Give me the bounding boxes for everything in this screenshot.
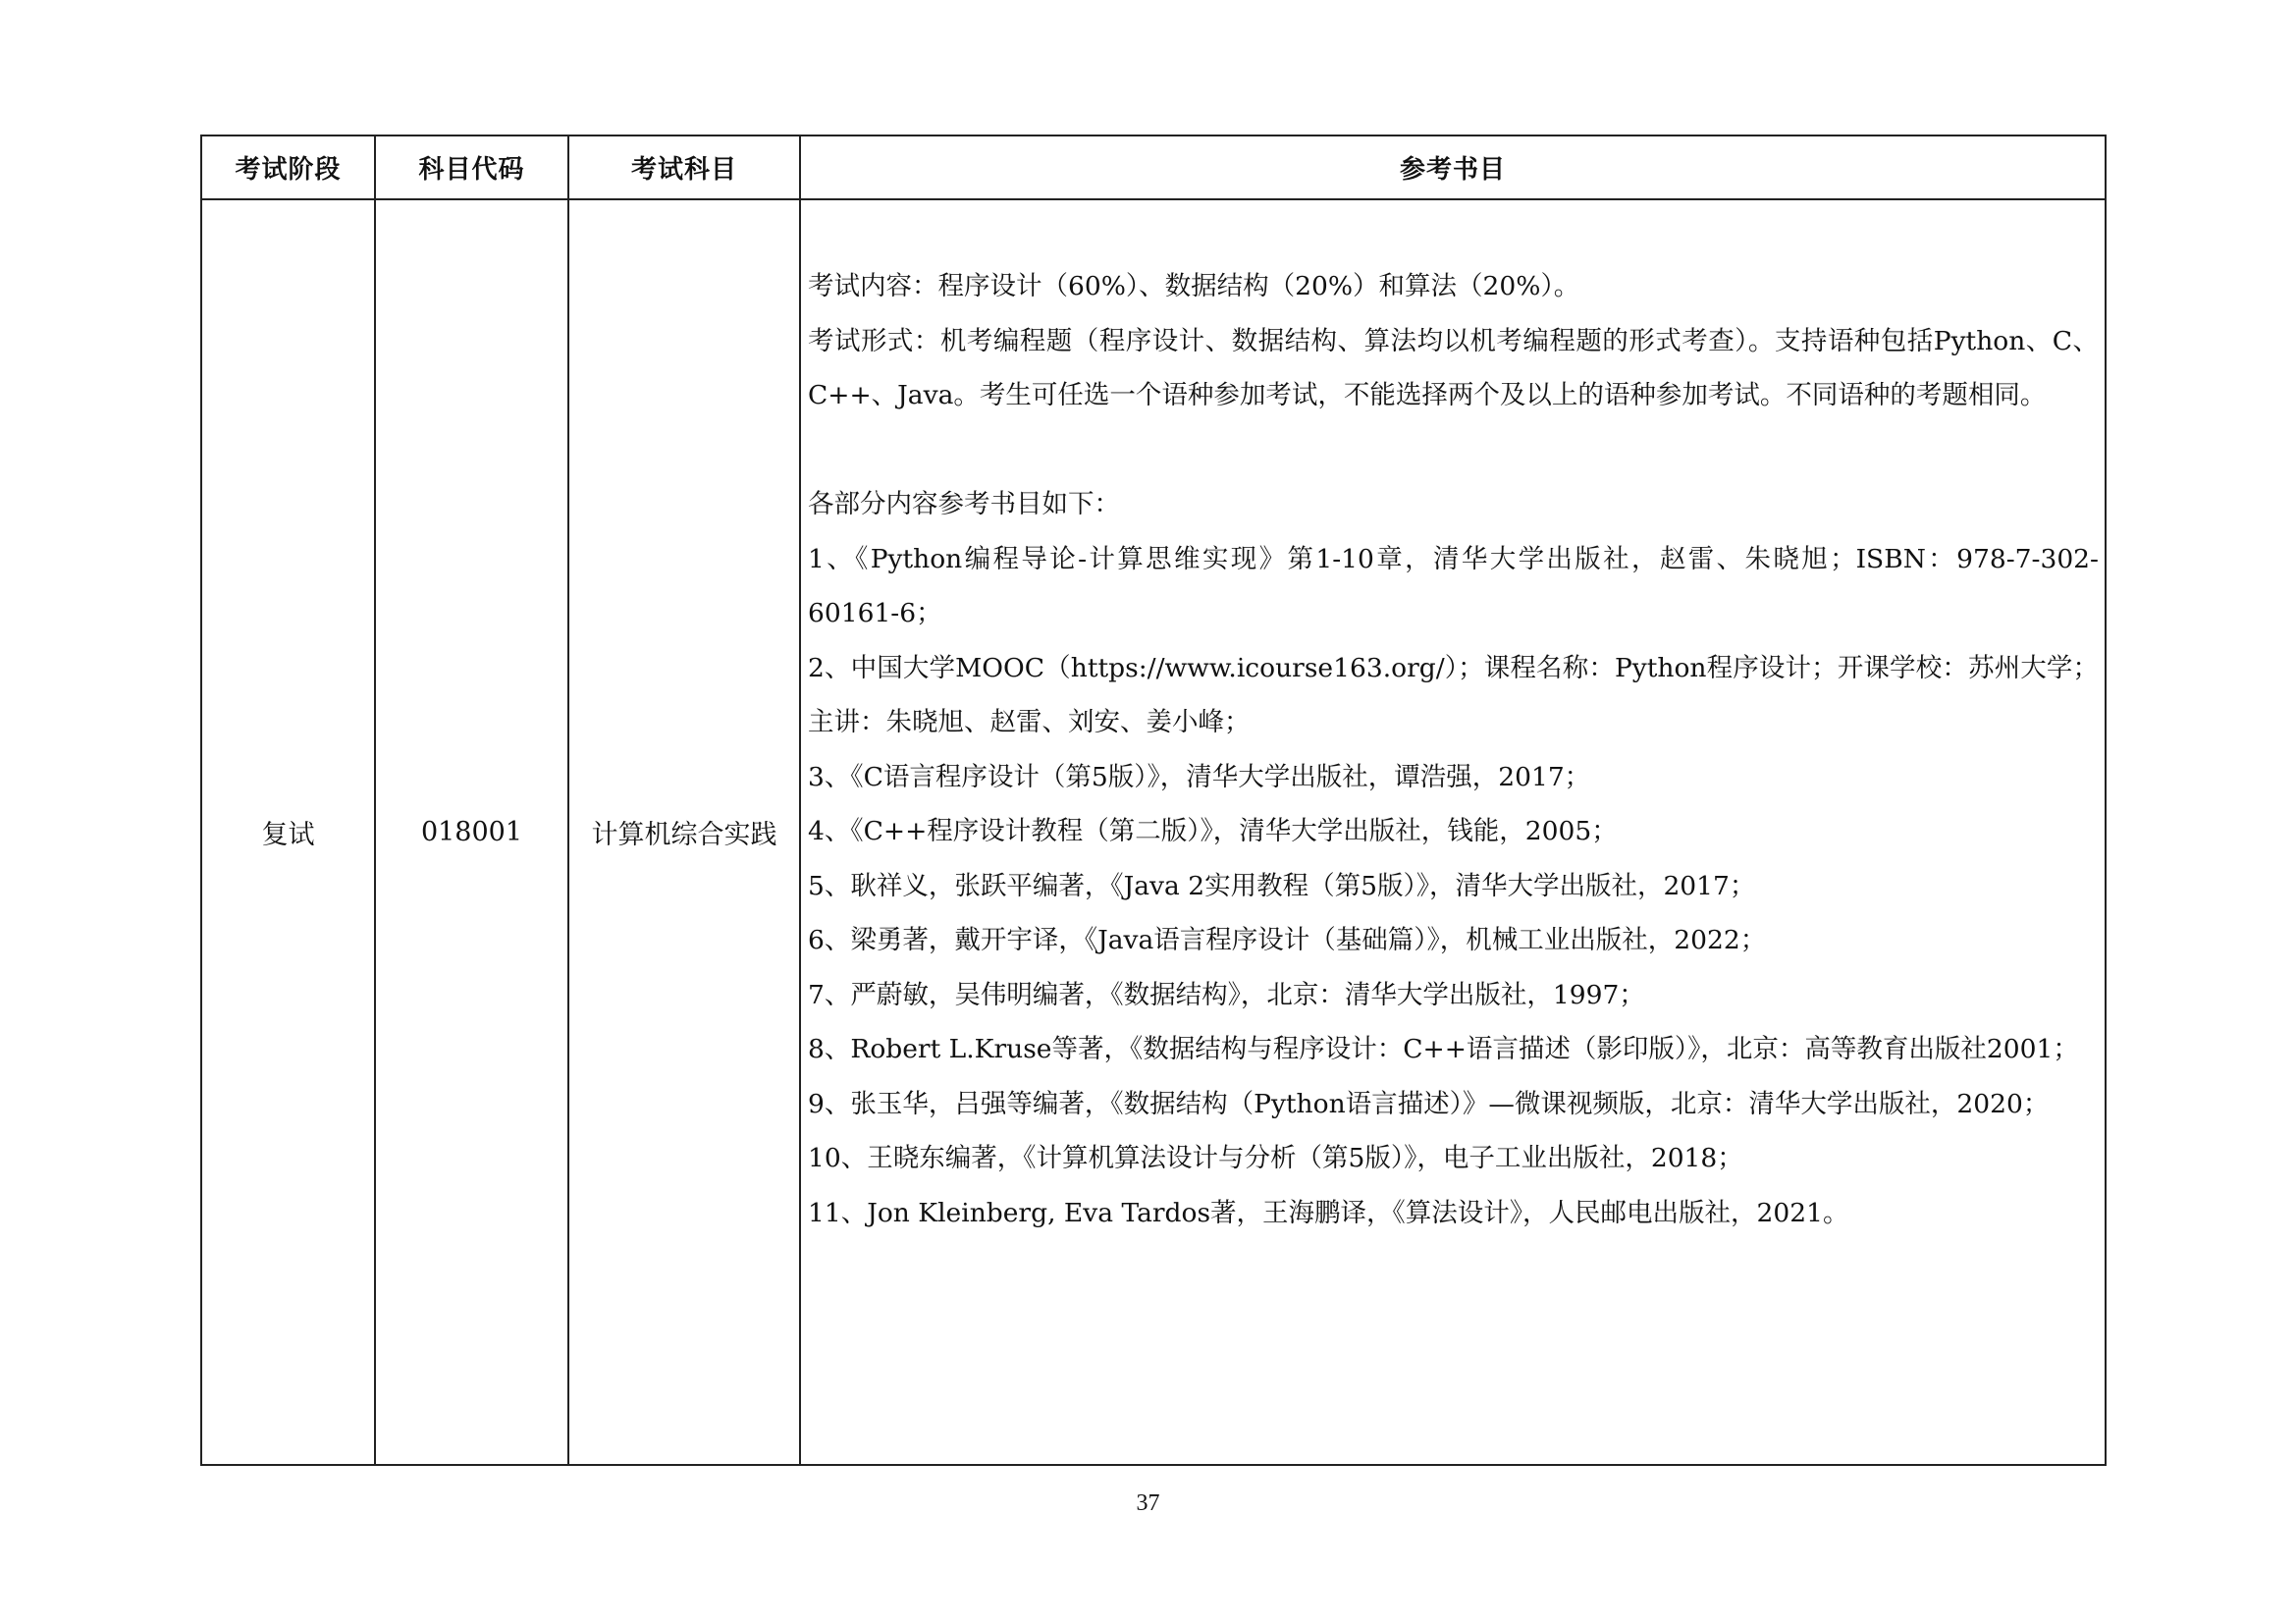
book-item: 10、王晓东编著，《计算机算法设计与分析（第5版）》，电子工业出版社，2018； [808, 1143, 1743, 1173]
page-number: 37 [1136, 1490, 1160, 1516]
reference-table [200, 135, 2107, 1466]
book-item: 2、中国大学MOOC（https://www.icourse163.org/）；课程名称：Python程序设计；开课学校：苏州大学；主讲：朱晓旭、赵雷、刘安、姜小峰； [808, 652, 2099, 737]
books-heading: 各部分内容参考书目如下： [808, 489, 1120, 519]
header-reference-books: 参考书目 [800, 135, 2106, 199]
reference-content [808, 200, 2099, 1240]
cell-exam-stage: 复试 [201, 199, 375, 1465]
cell-subject-code: 018001 [375, 199, 568, 1465]
book-item: 7、严蔚敏，吴伟明编著，《数据结构》，北京：清华大学出版社，1997； [808, 979, 1645, 1010]
paragraph-gap [808, 423, 2099, 478]
book-item: 9、张玉华，吕强等编著，《数据结构（Python语言描述）》—微课视频版，北京：清华大学出版社，2020； [808, 1088, 2050, 1119]
book-item: 8、Robert L.Kruse等著，《数据结构与程序设计：C++语言描述（影印版）》，北京：高等教育出版社2001； [808, 1034, 2079, 1064]
cell-reference-books [800, 199, 2106, 1465]
book-item: 5、耿祥义，张跃平编著，《Java 2实用教程（第5版）》，清华大学出版社，2017； [808, 870, 1756, 901]
exam-content-text: 考试内容：程序设计（60%）、数据结构（20%）和算法（20%）。 [808, 271, 1580, 301]
book-item: 3、《C语言程序设计（第5版）》，清华大学出版社，谭浩强，2017； [808, 761, 1591, 792]
book-item: 11、Jon Kleinberg, Eva Tardos著，王海鹏译，《算法设计》，人民邮电出版社，2021。 [808, 1197, 1849, 1228]
book-item: 1、《Python编程导论-计算思维实现》第1-10章，清华大学出版社，赵雷、朱晓旭；ISBN：978-7-302-60161-6； [808, 543, 2099, 628]
book-item: 6、梁勇著，戴开宇译，《Java语言程序设计（基础篇）》，机械工业出版社，2022； [808, 925, 1767, 955]
book-item: 4、《C++程序设计教程（第二版）》，清华大学出版社，钱能，2005； [808, 816, 1618, 846]
header-row [201, 135, 2106, 199]
header-subject-code: 科目代码 [375, 135, 568, 199]
header-exam-subject: 考试科目 [568, 135, 800, 199]
exam-format-text: 考试形式：机考编程题（程序设计、数据结构、算法均以机考编程题的形式考查）。支持语种包括Python、C、C++、Java。考生可任选一个语种参加考试，不能选择两个及以上的语种参加考试。不同语种的考题相同。 [808, 325, 2099, 410]
header-exam-stage: 考试阶段 [201, 135, 375, 199]
table-row [201, 199, 2106, 1465]
cell-exam-subject: 计算机综合实践 [568, 199, 800, 1465]
